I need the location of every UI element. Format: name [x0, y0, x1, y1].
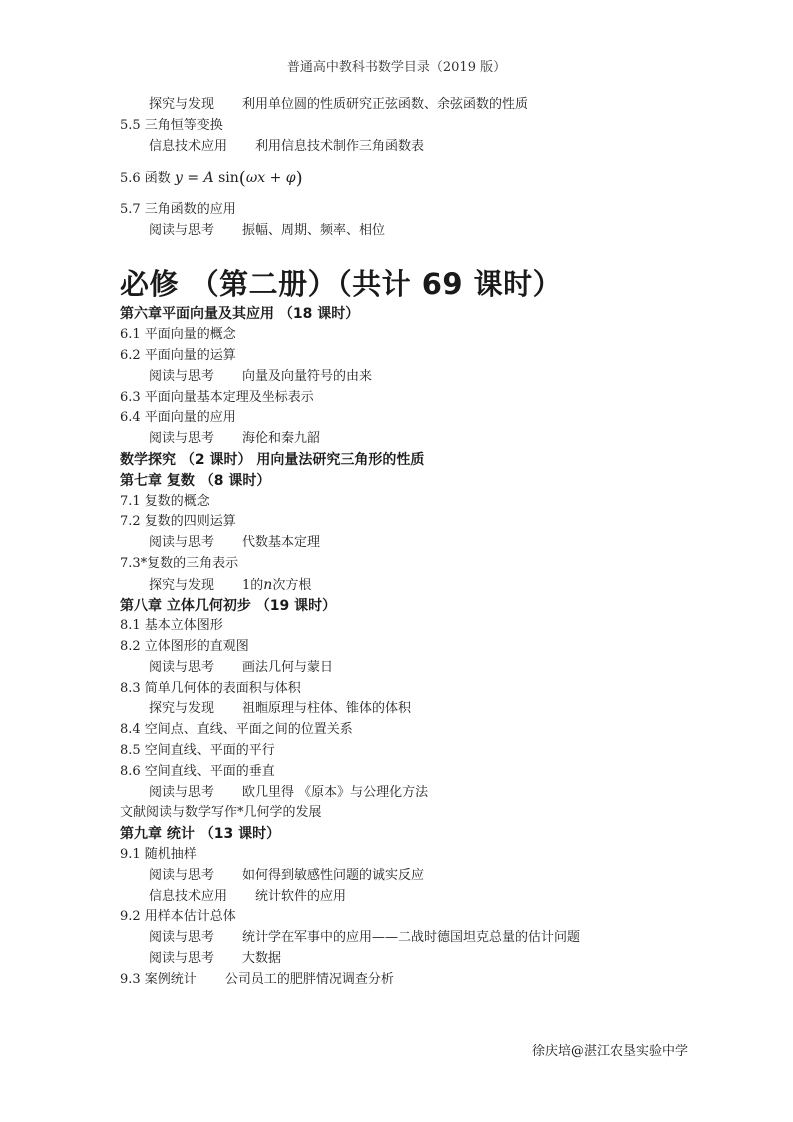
activity-text: 大数据	[242, 951, 282, 966]
activity-line	[149, 533, 320, 553]
activity-label: 阅读与思考	[149, 223, 215, 238]
activity-label: 探究与发现	[149, 701, 215, 716]
activity-line	[149, 95, 528, 115]
activity-text: 统计学在军事中的应用——二战时德国坦克总量的估计问题	[242, 930, 581, 945]
activity-line	[149, 221, 385, 241]
chapter-9-title: 第九章 统计 （13 课时）	[120, 826, 281, 842]
section-9-3	[120, 970, 394, 990]
section-8-6: 8.6 空间直线、平面的垂直	[120, 764, 275, 779]
activity-label: 阅读与思考	[149, 951, 215, 966]
literature-reading: 文献阅读与数学写作*几何学的发展	[120, 805, 322, 820]
formula-plus: +	[269, 170, 282, 186]
section-text: 公司员工的肥胖情况调查分析	[224, 972, 394, 987]
activity-text: 利用单位圆的性质研究正弦函数、余弦函数的性质	[242, 97, 529, 112]
section-7-2: 7.2 复数的四则运算	[120, 514, 236, 529]
activity-line	[149, 949, 281, 969]
section-6-1: 6.1 平面向量的概念	[120, 327, 236, 342]
activity-line	[149, 367, 372, 387]
activity-line	[149, 658, 333, 678]
section-5-7: 5.7 三角函数的应用	[120, 202, 236, 217]
formula-y: y	[174, 170, 183, 186]
formula-x: x	[257, 170, 266, 186]
activity-text: 代数基本定理	[242, 535, 321, 550]
activity-text: 统计软件的应用	[255, 889, 347, 904]
activity-line	[149, 699, 411, 719]
chapter-8-title: 第八章 立体几何初步 （19 课时）	[120, 598, 337, 614]
math-explore-title: 数学探究 （2 课时） 用向量法研究三角形的性质	[120, 452, 425, 468]
activity-text-a: 1的	[242, 578, 264, 593]
section-6-3: 6.3 平面向量基本定理及坐标表示	[120, 390, 314, 405]
activity-line	[149, 575, 311, 596]
activity-label: 阅读与思考	[149, 660, 215, 675]
activity-text: 画法几何与蒙日	[242, 660, 334, 675]
activity-label: 阅读与思考	[149, 369, 215, 384]
activity-label: 阅读与思考	[149, 930, 215, 945]
formula-phi: φ	[285, 170, 296, 186]
section-7-1: 7.1 复数的概念	[120, 494, 210, 509]
chapter-6-title: 第六章平面向量及其应用 （18 课时）	[120, 306, 360, 322]
activity-label: 信息技术应用	[149, 139, 228, 154]
activity-label: 阅读与思考	[149, 868, 215, 883]
section-6-2: 6.2 平面向量的运算	[120, 348, 236, 363]
section-8-4: 8.4 空间点、直线、平面之间的位置关系	[120, 722, 353, 737]
formula-a: A	[203, 170, 214, 186]
activity-line	[149, 928, 580, 948]
activity-line	[149, 783, 428, 803]
activity-text: 海伦和秦九韶	[242, 431, 321, 446]
section-5-6	[120, 168, 303, 189]
activity-text: 欧几里得 《原本》与公理化方法	[242, 785, 429, 800]
section-6-4: 6.4 平面向量的应用	[120, 410, 236, 425]
section-9-1: 9.1 随机抽样	[120, 847, 197, 862]
activity-label: 探究与发现	[149, 97, 215, 112]
formula-sin: sin	[218, 170, 239, 186]
activity-text-b: 次方根	[272, 578, 312, 593]
section-8-2: 8.2 立体图形的直观图	[120, 639, 249, 654]
variable-n: n	[263, 577, 273, 593]
function-formula	[174, 168, 303, 189]
formula-rparen: )	[295, 168, 303, 189]
page-footer-author: 徐庆培@湛江农垦实验中学	[532, 1044, 689, 1059]
section-8-1: 8.1 基本立体图形	[120, 618, 223, 633]
activity-text: 祖暅原理与柱体、锥体的体积	[242, 701, 412, 716]
page-header: 普通高中教科书数学目录（2019 版）	[286, 60, 507, 75]
activity-line	[149, 137, 424, 157]
section-title: 5.6 函数	[120, 171, 171, 186]
section-9-2: 9.2 用样本估计总体	[120, 909, 236, 924]
formula-lparen: (	[238, 168, 246, 189]
activity-line	[149, 866, 424, 886]
activity-label: 探究与发现	[149, 578, 215, 593]
section-8-5: 8.5 空间直线、平面的平行	[120, 743, 275, 758]
formula-eq: =	[187, 170, 200, 186]
chapter-7-title: 第七章 复数 （8 课时）	[120, 473, 271, 489]
section-5-5: 5.5 三角恒等变换	[120, 118, 223, 133]
activity-label: 阅读与思考	[149, 431, 215, 446]
formula-omega: ω	[245, 170, 258, 186]
activity-label: 信息技术应用	[149, 889, 228, 904]
activity-label: 阅读与思考	[149, 785, 215, 800]
activity-text: 向量及向量符号的由来	[242, 369, 373, 384]
activity-line	[149, 429, 320, 449]
section-8-3: 8.3 简单几何体的表面积与体积	[120, 681, 301, 696]
section-7-3: 7.3*复数的三角表示	[120, 556, 239, 571]
section-title: 9.3 案例统计	[120, 972, 197, 987]
book-title: 必修 （第二册）（共计 69 课时）	[120, 267, 563, 301]
activity-label: 阅读与思考	[149, 535, 215, 550]
activity-text: 利用信息技术制作三角函数表	[255, 139, 425, 154]
activity-text: 振幅、周期、频率、相位	[242, 223, 386, 238]
activity-text: 如何得到敏感性问题的诚实反应	[242, 868, 425, 883]
activity-line	[149, 887, 346, 907]
